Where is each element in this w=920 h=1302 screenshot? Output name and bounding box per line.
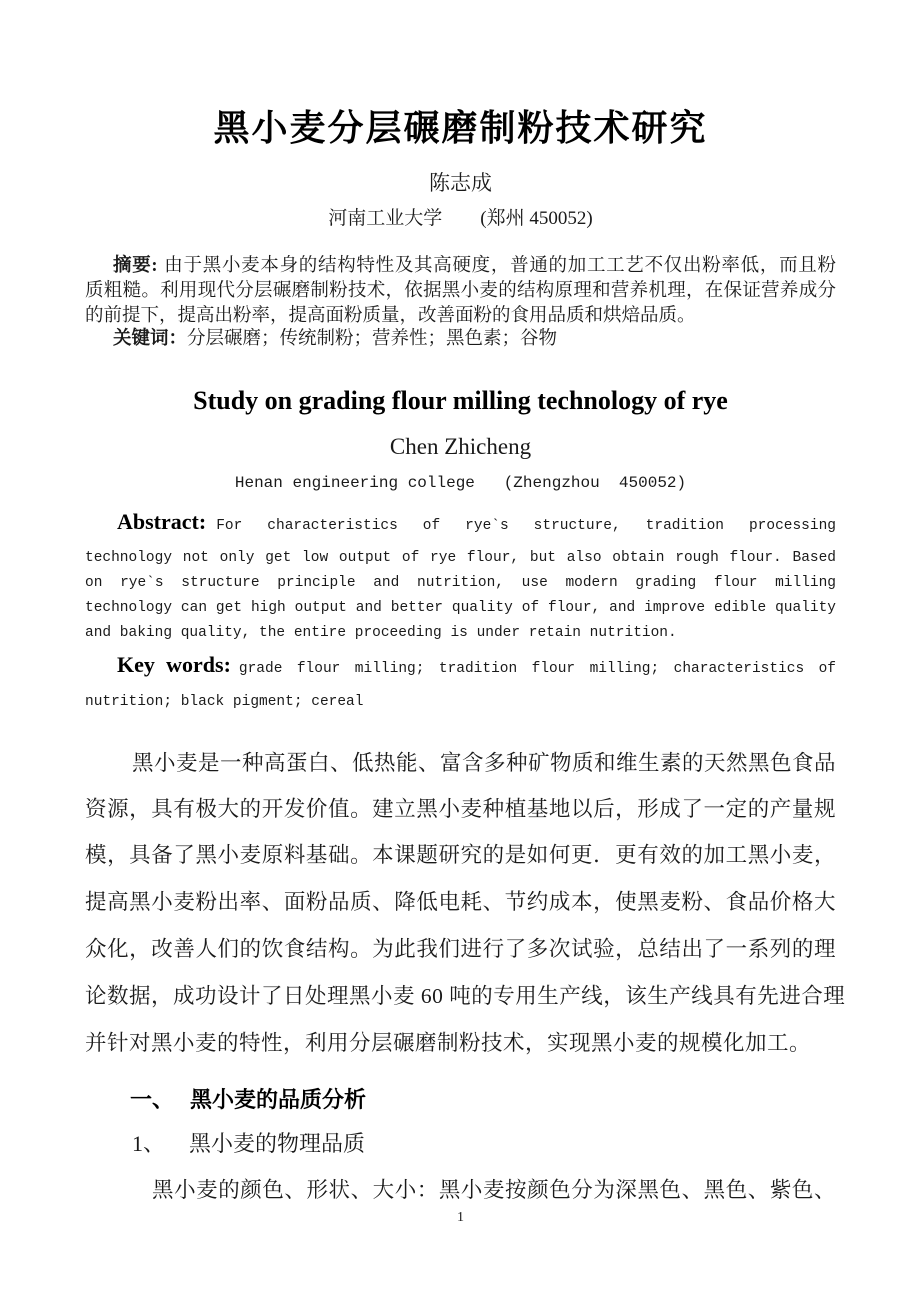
body-line-7: 并针对黑小麦的特性，利用分层碾磨制粉技术，实现黑小麦的规模化加工。 bbox=[85, 1031, 812, 1055]
body-line-3: 模，具备了黑小麦原料基础。本课题研究的是如何更．更有效的加工黑小麦， bbox=[85, 843, 836, 867]
paragraph-2-line-1: 黑小麦的颜色、形状、大小：黑小麦按颜色分为深黑色、黑色、紫色、 bbox=[152, 1178, 836, 1202]
section-1-1-heading bbox=[85, 1130, 883, 1158]
english-author: Chen Zhicheng bbox=[389, 434, 532, 459]
english-abstract-label: Abstract: bbox=[117, 509, 207, 534]
section-1-1-number: 1、 bbox=[132, 1131, 166, 1156]
section-1-number: 一、 bbox=[130, 1087, 175, 1112]
body-line-4: 提高黑小麦粉出率、面粉品质、降低电耗、节约成本，使黑麦粉、食品价格大 bbox=[85, 890, 836, 914]
english-abstract-text-1: For characteristics of rye`s structure, tradition processing bbox=[216, 518, 836, 534]
english-abstract-line-4: technology can get high output and better quality of flour, and improve edible quality bbox=[85, 600, 836, 616]
chinese-keywords-text: 分层碾磨；传统制粉；营养性；黑色素；谷物 bbox=[187, 329, 558, 349]
body-line-5: 众化，改善人们的饮食结构。为此我们进行了多次试验，总结出了一系列的理 bbox=[85, 937, 836, 961]
english-affiliation: Henan engineering college (Zhengzhou 450052) bbox=[234, 474, 687, 492]
chinese-title: 黑小麦分层碾磨制粉技术研究 bbox=[213, 108, 708, 148]
section-1-1-title: 黑小麦的物理品质 bbox=[189, 1131, 366, 1156]
english-abstract-line-5: and baking quality, the entire proceeding is under retain nutrition. bbox=[85, 625, 677, 641]
chinese-abstract-line-3: 的前提下，提高出粉率，提高面粉质量，改善面粉的食用品质和烘焙品质。 bbox=[85, 306, 696, 326]
section-1-title: 黑小麦的品质分析 bbox=[190, 1087, 367, 1112]
chinese-affiliation: 河南工业大学 (郑州 450052) bbox=[328, 208, 593, 229]
english-abstract-line-2: technology not only get low output of rye flour, but also obtain rough flour. Based bbox=[85, 550, 836, 566]
english-abstract-line-1 bbox=[85, 509, 836, 535]
chinese-abstract-line-1 bbox=[85, 254, 836, 279]
body-line-2: 资源，具有极大的开发价值。建立黑小麦种植基地以后，形成了一定的产量规 bbox=[85, 797, 836, 821]
english-keywords-label: Key words: bbox=[117, 652, 231, 677]
english-keywords-line-1 bbox=[85, 652, 836, 678]
chinese-keywords-line bbox=[85, 327, 836, 352]
section-1-heading bbox=[85, 1086, 881, 1114]
english-keywords-text-1: grade flour milling; tradition flour milling; characteristics of bbox=[238, 661, 837, 677]
chinese-keywords-label: 关键词： bbox=[113, 329, 188, 349]
chinese-abstract-text-1: 由于黑小麦本身的结构特性及其高硬度，普通的加工工艺不仅出粉率低，而且粉 bbox=[163, 256, 836, 276]
body-line-6: 论数据，成功设计了日处理黑小麦 60 吨的专用生产线，该生产线具有先进合理 bbox=[85, 984, 846, 1008]
chinese-abstract-label: 摘要: bbox=[113, 256, 158, 276]
body-line-1: 黑小麦是一种高蛋白、低热能、富含多种矿物质和维生素的天然黑色食品 bbox=[132, 751, 837, 775]
english-abstract-line-3: on rye`s structure principle and nutrition, use modern grading flour milling bbox=[85, 575, 836, 591]
chinese-author: 陈志成 bbox=[429, 171, 492, 195]
chinese-abstract-line-2: 质粗糙。利用现代分层碾磨制粉技术，依据黑小麦的结构原理和营养机理，在保证营养成分 bbox=[85, 281, 836, 301]
english-keywords-line-2: nutrition; black pigment; cereal bbox=[85, 694, 364, 710]
english-title: Study on grading flour milling technology of rye bbox=[193, 386, 728, 415]
page-number: 1 bbox=[457, 1210, 464, 1225]
